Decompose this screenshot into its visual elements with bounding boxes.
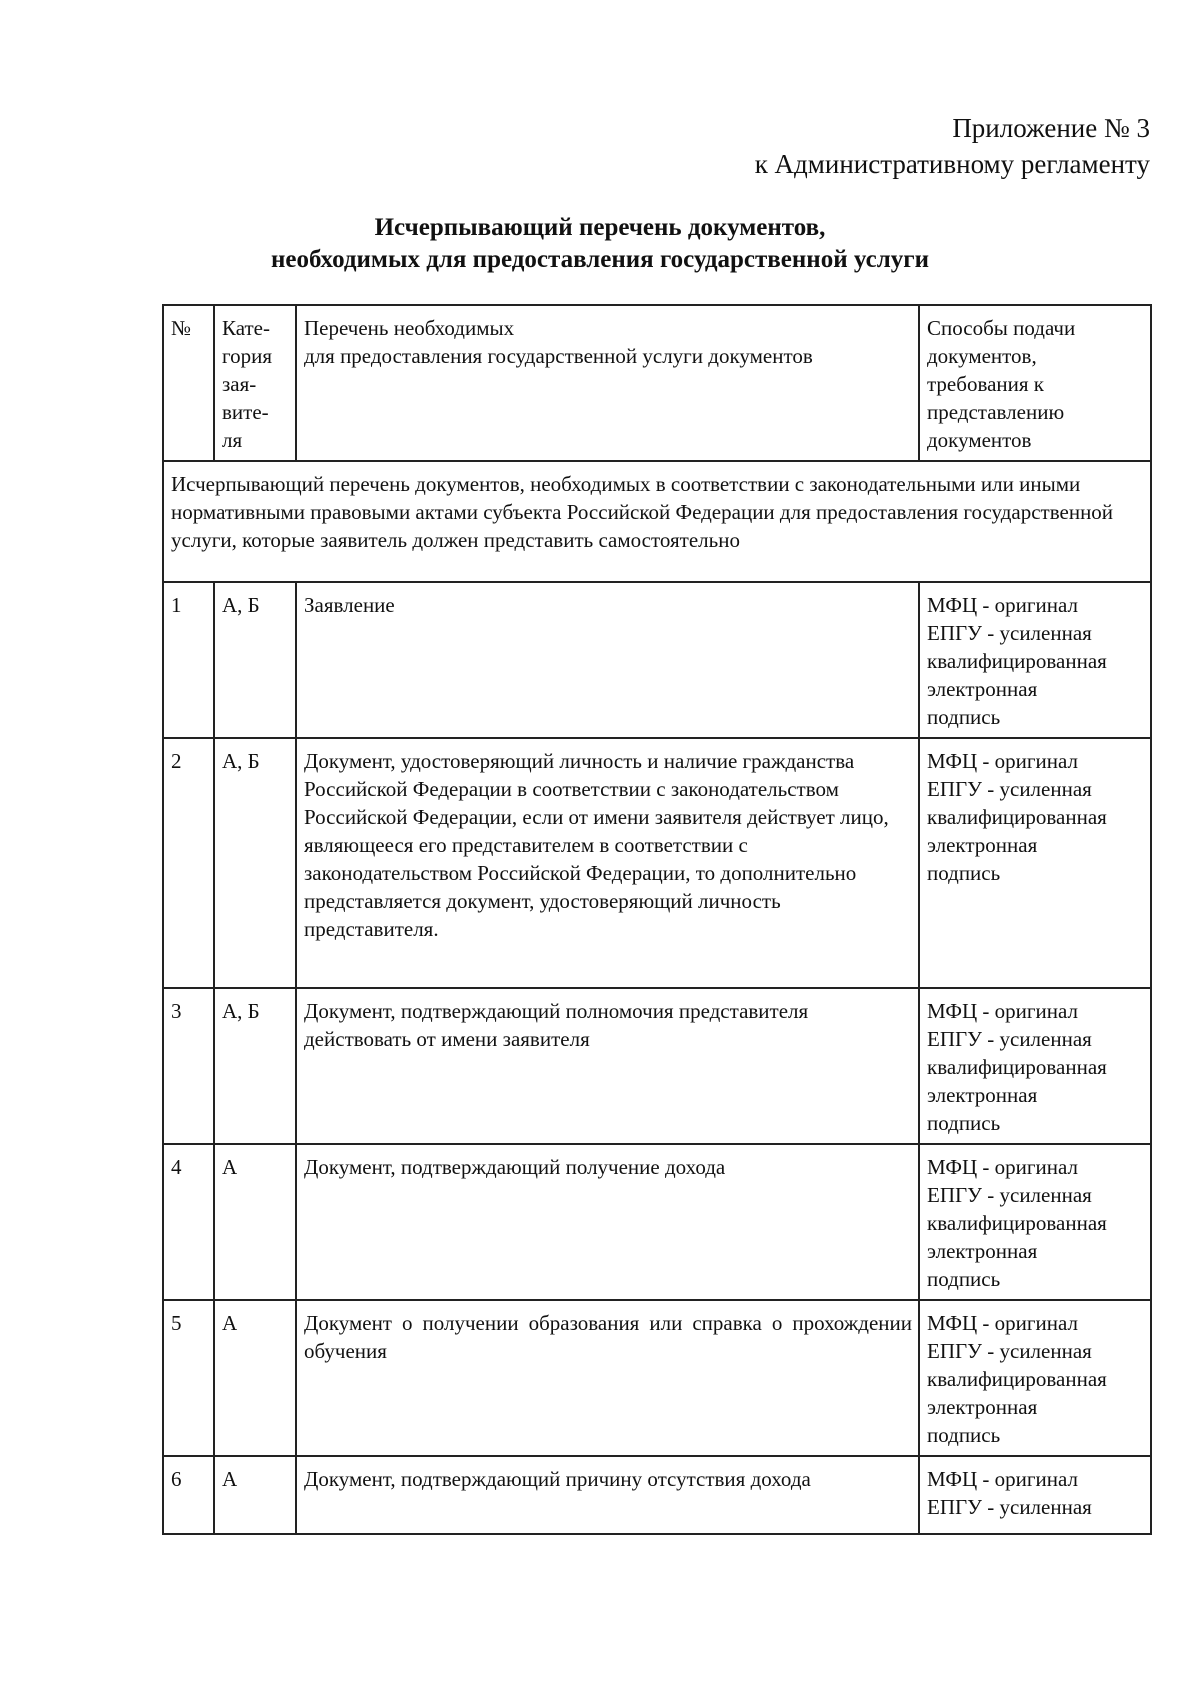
appendix-reference: к Административному регламенту — [754, 149, 1150, 179]
row-category: А — [214, 1456, 296, 1534]
row-methods: МФЦ - оригинал ЕПГУ - усиленная — [919, 1456, 1151, 1534]
row-document: Заявление — [296, 582, 919, 738]
row-number: 4 — [163, 1144, 214, 1300]
document-title — [0, 212, 1200, 276]
header-number: № — [163, 305, 214, 461]
row-number: 3 — [163, 988, 214, 1144]
section-row — [163, 461, 1151, 582]
row-methods: МФЦ - оригинал ЕПГУ - усиленная квалифицированная электронная подпись — [919, 1144, 1151, 1300]
row-category: А — [214, 1300, 296, 1456]
table-row — [163, 1144, 1151, 1300]
row-category: А, Б — [214, 738, 296, 988]
row-document: Документ, удостоверяющий личность и наличие гражданства Российской Федерации в соответствии с законодательством Российской Федерации, если от имени заявителя действует лицо, являющееся его представителем в соответствии с законодательством Российской Федерации, то дополнительно представляется документ, удостоверяющий личность представителя. — [296, 738, 919, 988]
row-number: 1 — [163, 582, 214, 738]
row-document: Документ, подтверждающий причину отсутствия дохода — [296, 1456, 919, 1534]
title-line-2: необходимых для предоставления государственной услуги — [271, 246, 929, 273]
section-title: Исчерпывающий перечень документов, необходимых в соответствии с законодательными или иными нормативными правовыми актами субъекта Российской Федерации для предоставления государственной услуги, которые заявитель должен представить самостоятельно — [163, 461, 1151, 582]
row-methods: МФЦ - оригинал ЕПГУ - усиленная квалифицированная электронная подпись — [919, 988, 1151, 1144]
table-header-row — [163, 305, 1151, 461]
table-row — [163, 1456, 1151, 1534]
header-methods: Способы подачи документов, требования к представлению документов — [919, 305, 1151, 461]
row-document: Документ о получении образования или справка о прохождении обучения — [296, 1300, 919, 1456]
header-category: Кате- гория зая- вите- ля — [214, 305, 296, 461]
table-row — [163, 582, 1151, 738]
row-number: 2 — [163, 738, 214, 988]
header-documents: Перечень необходимых для предоставления государственной услуги документов — [296, 305, 919, 461]
row-category: А — [214, 1144, 296, 1300]
table-row — [163, 1300, 1151, 1456]
appendix-number: Приложение № 3 — [952, 113, 1150, 143]
row-category: А, Б — [214, 988, 296, 1144]
row-number: 5 — [163, 1300, 214, 1456]
table-row — [163, 738, 1151, 988]
row-number: 6 — [163, 1456, 214, 1534]
row-methods: МФЦ - оригинал ЕПГУ - усиленная квалифицированная электронная подпись — [919, 582, 1151, 738]
row-methods: МФЦ - оригинал ЕПГУ - усиленная квалифицированная электронная подпись — [919, 738, 1151, 988]
table-row — [163, 988, 1151, 1144]
title-line-1: Исчерпывающий перечень документов, — [374, 214, 826, 241]
row-methods: МФЦ - оригинал ЕПГУ - усиленная квалифицированная электронная подпись — [919, 1300, 1151, 1456]
documents-table — [162, 304, 1152, 1535]
appendix-label — [755, 110, 1150, 182]
row-document: Документ, подтверждающий получение дохода — [296, 1144, 919, 1300]
row-document: Документ, подтверждающий полномочия представителя действовать от имени заявителя — [296, 988, 919, 1144]
row-category: А, Б — [214, 582, 296, 738]
